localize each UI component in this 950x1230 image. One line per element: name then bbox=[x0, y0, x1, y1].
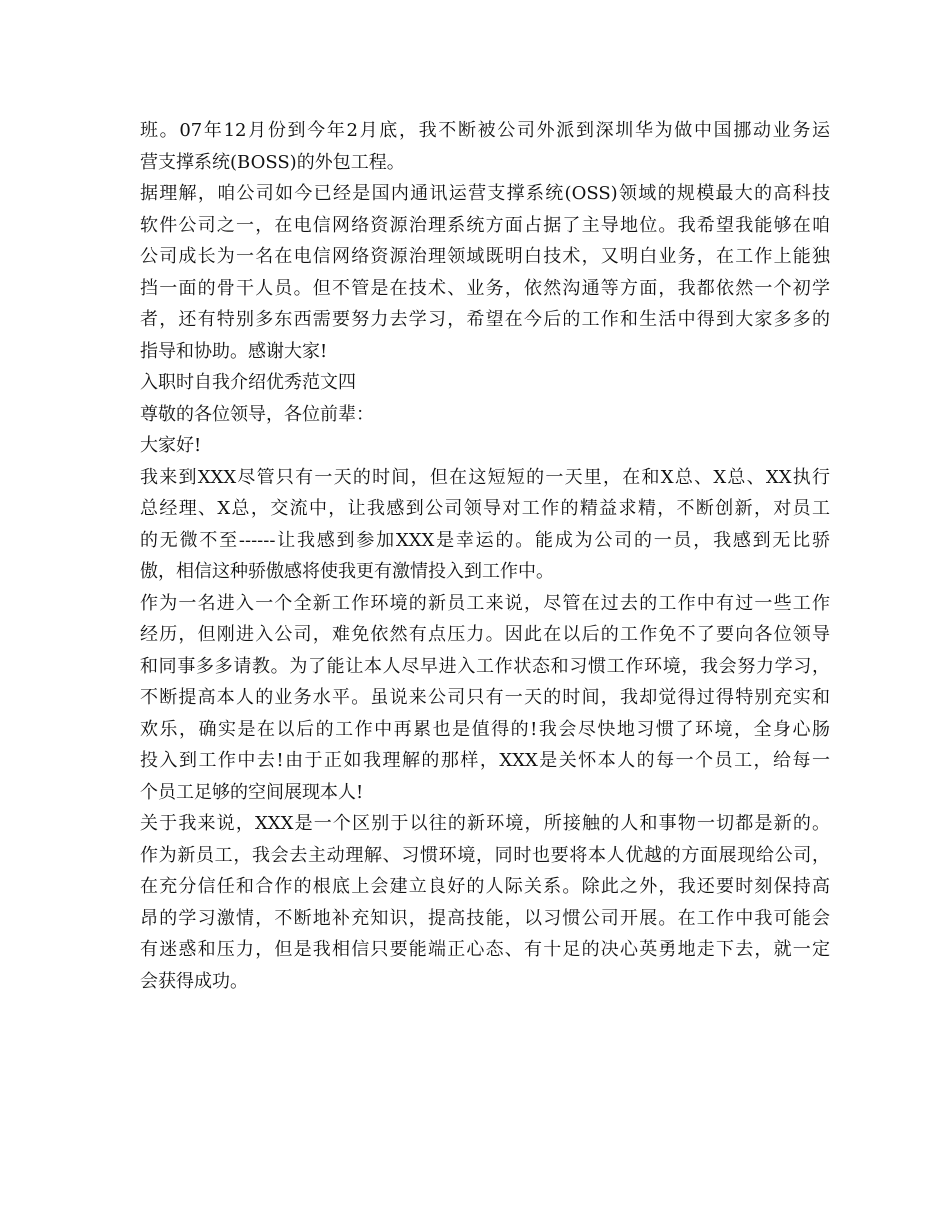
text-line: 我来到XXX尽管只有一天的时间，但在这短短的一天里，在和X总、X总、XX执行 bbox=[140, 466, 830, 488]
text-line: 个员工足够的空间展现本人! bbox=[140, 781, 364, 803]
text-line: 在充分信任和合作的根底上会建立良好的人际关系。除此之外，我还要时刻保持高 bbox=[140, 876, 830, 897]
text-line: 挡一面的骨干人员。但不管是在技术、业务，依然沟通等方面，我都依然一个初学 bbox=[140, 277, 830, 299]
text-line: 关于我来说，XXX是一个区别于以往的新环境，所接触的人和事物一切都是新的。 bbox=[140, 813, 830, 834]
text-line: 昂的学习激情，不断地补充知识，提高技能，以习惯公司开展。在工作中我可能会 bbox=[140, 907, 830, 929]
text-line: 投入到工作中去!由于正如我理解的那样，XXX是关怀本人的每一个员工，给每一 bbox=[140, 750, 830, 771]
text-line: 入职时自我介绍优秀范文四 bbox=[140, 372, 356, 393]
text-line: 尊敬的各位领导，各位前辈： bbox=[140, 403, 374, 425]
text-line: 者，还有特别多东西需要努力去学习，希望在今后的工作和生活中得到大家多多的 bbox=[140, 309, 830, 330]
text-line: 作为一名进入一个全新工作环境的新员工来说，尽管在过去的工作中有过一些工作 bbox=[140, 592, 830, 614]
text-line: 经历，但刚进入公司，难免依然有点压力。因此在以后的工作免不了要向各位领导 bbox=[140, 624, 830, 645]
text-line: 营支撑系统(BOSS)的外包工程。 bbox=[140, 151, 405, 173]
text-line: 欢乐，确实是在以后的工作中再累也是值得的!我会尽快地习惯了环境，全身心肠 bbox=[140, 718, 830, 740]
text-line: 傲，相信这种骄傲感将使我更有激情投入到工作中。 bbox=[140, 561, 554, 582]
text-line: 作为新员工，我会去主动理解、习惯环境，同时也要将本人优越的方面展现给公司， bbox=[140, 844, 830, 866]
text-line: 有迷惑和压力，但是我相信只要能端正心态、有十足的决心英勇地走下去，就一定 bbox=[140, 939, 830, 960]
text-line: 的无微不至------让我感到参加XXX是幸运的。能成为公司的一员，我感到无比骄 bbox=[140, 529, 830, 551]
text-line: 公司成长为一名在电信网络资源治理领域既明白技术，又明白业务，在工作上能独 bbox=[140, 246, 830, 267]
text-line: 大家好! bbox=[140, 435, 202, 456]
text-line: 会获得成功。 bbox=[140, 970, 248, 992]
text-line: 和同事多多请教。为了能让本人尽早进入工作状态和习惯工作环境，我会努力学习， bbox=[140, 655, 830, 677]
document-body bbox=[140, 115, 830, 997]
text-line: 总经理、X总，交流中，让我感到公司领导对工作的精益求精，不断创新，对员工 bbox=[140, 498, 830, 519]
text-line: 软件公司之一，在电信网络资源治理系统方面占据了主导地位。我希望我能够在咱 bbox=[140, 214, 830, 236]
text-line: 据理解，咱公司如今已经是国内通讯运营支撑系统(OSS)领域的规模最大的高科技 bbox=[140, 183, 830, 204]
text-line: 不断提高本人的业务水平。虽说来公司只有一天的时间，我却觉得过得特别充实和 bbox=[140, 687, 830, 708]
text-line: 班。07年12月份到今年2月底，我不断被公司外派到深圳华为做中国挪动业务运 bbox=[140, 120, 830, 141]
text-line: 指导和协助。感谢大家! bbox=[140, 340, 328, 362]
